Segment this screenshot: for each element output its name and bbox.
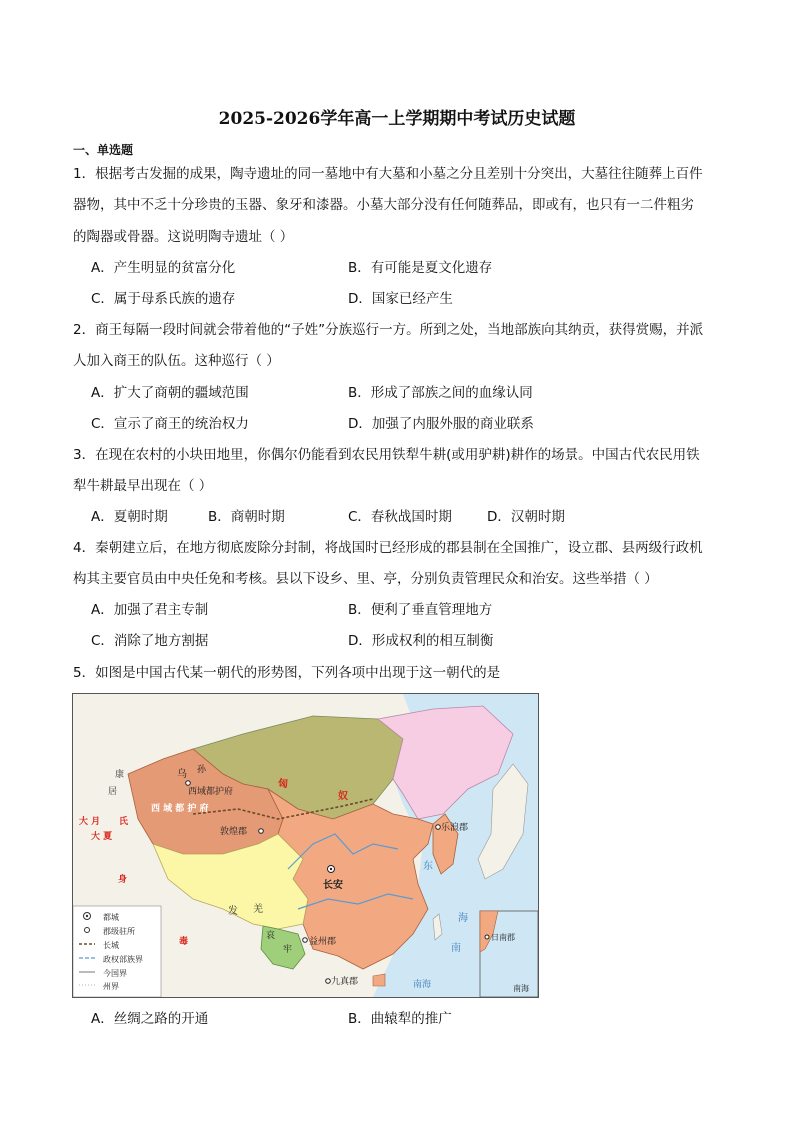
q4-option-d[interactable]: D．形成权利的相互制衡 — [348, 633, 494, 649]
yizhou-marker — [303, 938, 308, 943]
label-ai: 哀 — [266, 931, 276, 941]
label-qiang: 羌 — [253, 904, 263, 915]
label-hai: 海 — [458, 913, 468, 924]
question-3-line-2: 犁牛耕最早出现在（ ） — [73, 478, 213, 494]
legend-label-regime: 政权部族界 — [103, 955, 143, 964]
legend-label-capital: 都城 — [103, 913, 119, 922]
rinan-marker — [485, 935, 489, 939]
label-dong: 东 — [423, 861, 433, 872]
question-5-line-1: 5．如图是中国古代某一朝代的形势图，下列各项中出现于这一朝代的是 — [73, 665, 501, 681]
xiyu-duhufu-marker — [186, 781, 191, 786]
label-dayuezhi-1: 大 月 — [79, 817, 101, 827]
q3-option-b[interactable]: B．商朝时期 — [208, 509, 285, 525]
label-kang: 康 — [115, 770, 125, 780]
question-1-line-3: 的陶器或骨器。这说明陶寺遗址（ ） — [73, 229, 294, 245]
label-xiyu-band: 西 域 都 护 府 — [151, 804, 209, 814]
question-3-line-1: 3．在现在农村的小块田地里，你偶尔仍能看到农民用铁犁牛耕(或用驴耕)耕作的场景。中国古代农民用铁 — [73, 447, 700, 463]
page-title: 2025-2026学年高一上学期期中考试历史试题 — [218, 109, 576, 129]
label-shen: 身 — [118, 875, 128, 885]
label-ju: 居 — [108, 787, 118, 797]
han-dynasty-map — [72, 693, 539, 998]
q3-option-a[interactable]: A．夏朝时期 — [91, 509, 168, 525]
q1-option-d[interactable]: D．国家已经产生 — [348, 291, 453, 307]
q5-option-a[interactable]: A．丝绸之路的开通 — [91, 1011, 209, 1027]
label-xiyu-duhufu: 西域都护府 — [188, 787, 234, 797]
label-fa: 发 — [228, 906, 238, 917]
legend-label-province: 州界 — [103, 982, 119, 991]
section-heading: 一、单选题 — [73, 143, 134, 157]
q4-option-b[interactable]: B．便利了垂直管理地方 — [348, 602, 493, 618]
legend-label-modern: 今国界 — [103, 969, 127, 978]
label-daxia: 大 夏 — [91, 832, 113, 842]
question-1-line-1: 1．根据考古发掘的成果，陶寺遗址的同一墓地中有大墓和小墓之分且差别十分突出，大墓往往随葬上百件 — [73, 166, 703, 182]
q2-option-c[interactable]: C．宣示了商王的统治权力 — [91, 416, 249, 432]
q4-option-c[interactable]: C．消除了地方割据 — [91, 633, 209, 649]
label-lelang: 乐浪郡 — [441, 823, 469, 833]
label-nanhai: 南海 — [413, 980, 432, 990]
q5-option-b[interactable]: B．曲辕犁的推广 — [348, 1011, 452, 1027]
label-lao: 牢 — [283, 945, 293, 955]
question-4-line-2: 构其主要官员由中央任免和考核。县以下设乡、里、亭，分别负责管理民众和治安。这些举措（ ） — [73, 571, 658, 587]
label-nan: 南 — [451, 943, 461, 954]
label-changan: 长安 — [323, 880, 343, 891]
label-inset-nanhai: 南海 — [513, 984, 529, 993]
question-4-line-1: 4．秦朝建立后，在地方彻底废除分封制，将战国时已经形成的郡县制在全国推广，设立郡、县两级行政机 — [73, 540, 703, 556]
label-du: 毒 — [179, 937, 189, 947]
label-dunhuang: 敦煌郡 — [220, 827, 248, 837]
q1-option-a[interactable]: A．产生明显的贫富分化 — [91, 260, 236, 276]
q2-option-a[interactable]: A．扩大了商朝的疆域范围 — [91, 385, 249, 401]
hainan-island — [373, 974, 385, 986]
q2-option-b[interactable]: B．形成了部族之间的血缘认同 — [348, 385, 533, 401]
question-2-line-1: 2．商王每隔一段时间就会带着他的“子姓”分族巡行一方。所到之处，当地部族向其纳贡，获得赏赐，并派 — [73, 322, 704, 338]
q1-option-c[interactable]: C．属于母系氏族的遗存 — [91, 291, 236, 307]
question-2-line-2: 人加入商王的队伍。这种巡行（ ） — [73, 353, 280, 369]
dunhuang-marker — [259, 829, 264, 834]
label-sun: 孙 — [197, 765, 207, 775]
lelang-marker — [436, 825, 441, 830]
label-rinan: 日南郡 — [491, 933, 515, 942]
label-xiong: 匈 — [278, 779, 288, 790]
q3-option-d[interactable]: D．汉朝时期 — [487, 509, 565, 525]
question-1-line-2: 器物，其中不乏十分珍贵的玉器、象牙和漆器。小墓大部分没有任何随葬品，即或有，也只有一二件粗劣 — [73, 197, 694, 213]
label-wu: 乌 — [177, 769, 187, 780]
legend-label-prefecture: 郡级驻所 — [103, 927, 135, 936]
jiuzhen-marker — [326, 979, 331, 984]
label-nu: 奴 — [338, 791, 348, 802]
label-yizhou: 益州郡 — [309, 937, 337, 947]
q1-option-b[interactable]: B．有可能是夏文化遗存 — [348, 260, 493, 276]
q3-option-c[interactable]: C．春秋战国时期 — [348, 509, 452, 525]
q2-option-d[interactable]: D．加强了内服外服的商业联系 — [348, 416, 534, 432]
q4-option-a[interactable]: A．加强了君主专制 — [91, 602, 209, 618]
label-dayuezhi-2: 氏 — [119, 817, 129, 827]
label-jiuzhen: 九真郡 — [331, 977, 359, 987]
legend-label-wall: 长城 — [103, 941, 119, 950]
